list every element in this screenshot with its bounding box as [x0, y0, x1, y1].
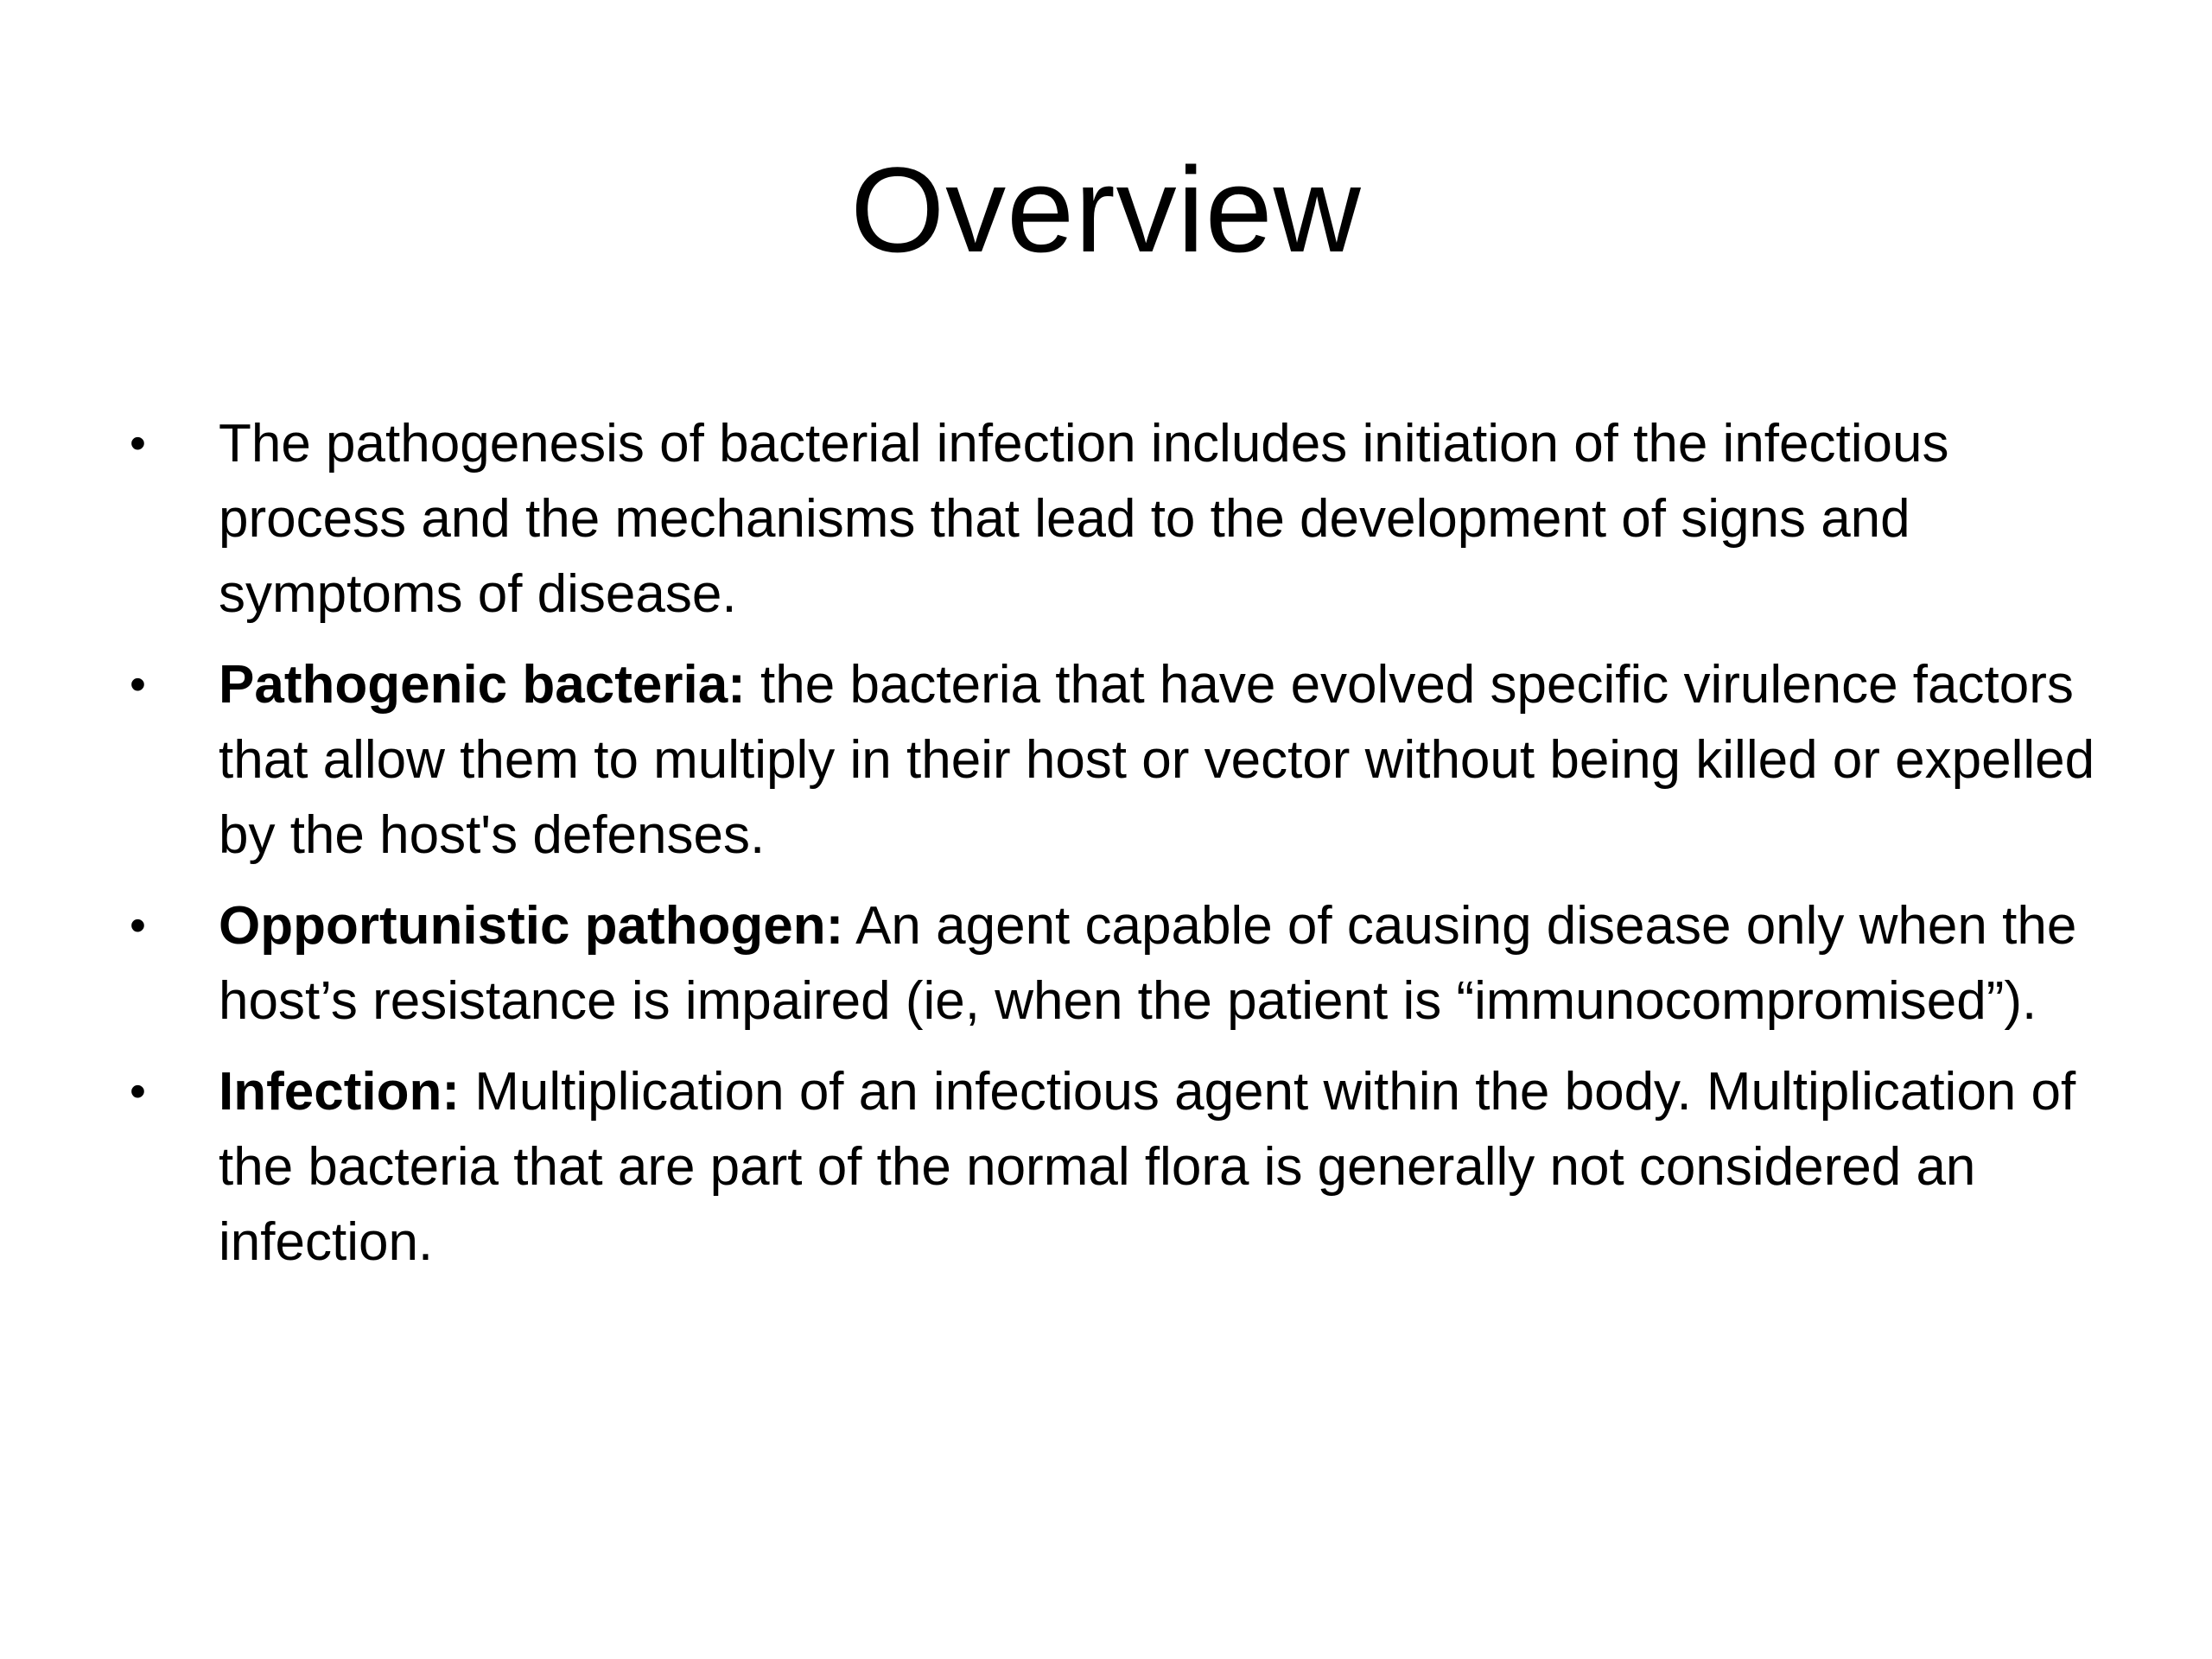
bullet-icon: •	[130, 899, 146, 951]
bullet-term: Pathogenic bacteria:	[219, 655, 746, 715]
bullet-item-pathogenesis	[0, 406, 2102, 632]
bullet-list	[0, 406, 2212, 1295]
bullet-icon: •	[130, 417, 146, 469]
bullet-item-opportunistic-pathogen	[0, 888, 2102, 1039]
bullet-text: An agent capable of causing disease only when the host’s resistance is impaired (ie, when the patient is “immunocompromised”).	[219, 896, 2077, 1031]
bullet-text: The pathogenesis of bacterial infection includes initiation of the infectious process and the mechanisms that lead to the development of signs and symptoms of disease.	[219, 414, 1949, 624]
bullet-icon: •	[130, 658, 146, 710]
bullet-item-pathogenic-bacteria	[0, 647, 2102, 873]
slide-title: Overview	[850, 142, 1362, 277]
bullet-term: Infection:	[219, 1062, 460, 1122]
bullet-text: the bacteria that have evolved specific virulence factors that allow them to multiply in their host or vector without being killed or expelled by the host's defenses.	[219, 655, 2095, 865]
bullet-term: Opportunistic pathogen:	[219, 896, 844, 956]
bullet-text: Multiplication of an infectious agent within the body. Multiplication of the bacteria that are part of the normal flora is generally not considered an infection.	[219, 1062, 2076, 1272]
bullet-item-infection	[0, 1054, 2102, 1280]
bullet-icon: •	[130, 1065, 146, 1117]
